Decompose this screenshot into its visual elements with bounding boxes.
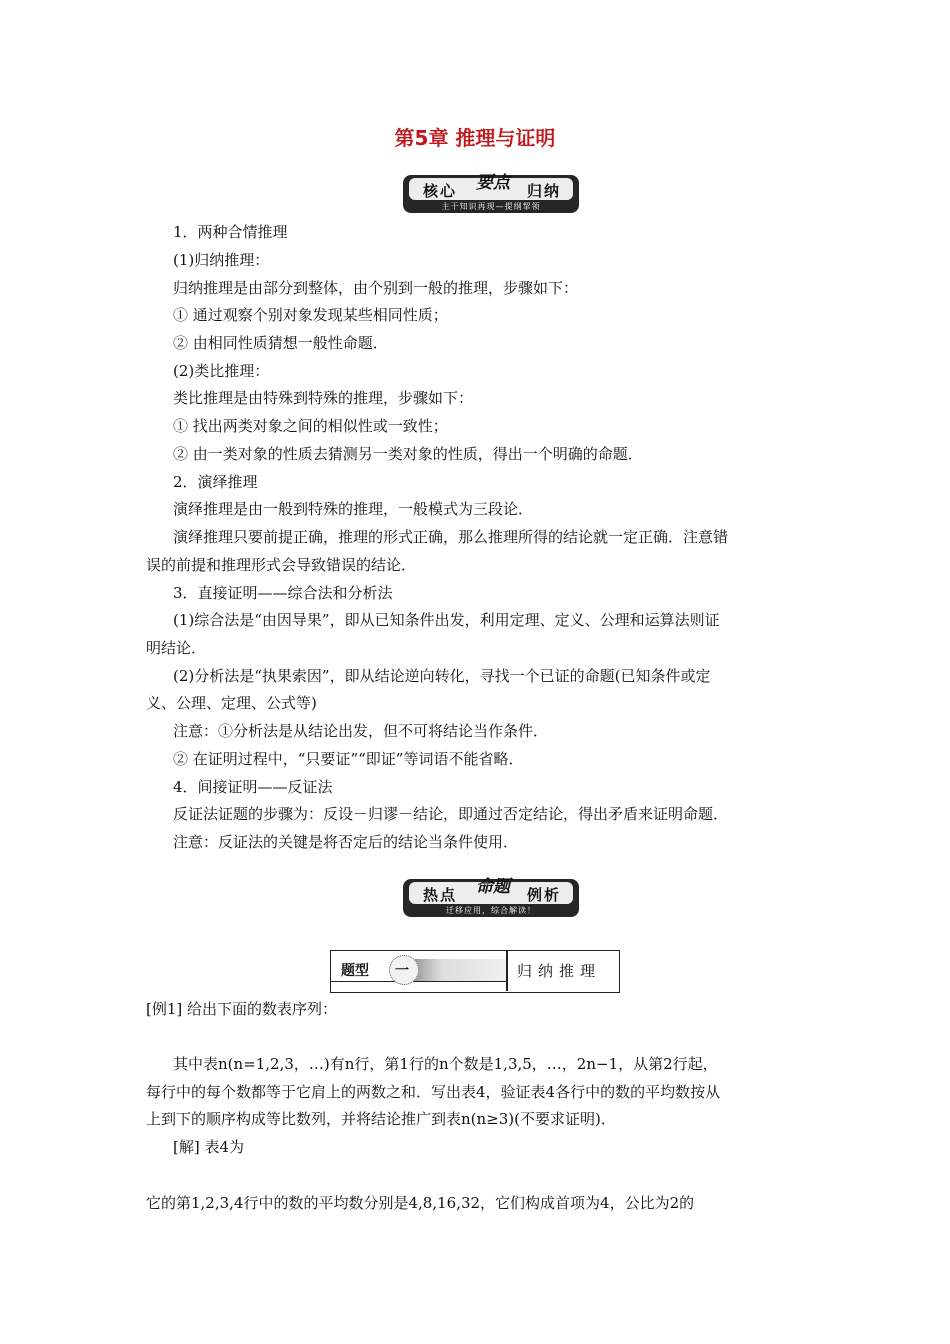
summary-line: ② 由一类对象的性质去猜测另一类对象的性质，得出一个明确的命题．	[173, 445, 643, 463]
summary-line: 注意：①分析法是从结论出发，但不可将结论当作条件．	[173, 722, 549, 740]
key-points-banner	[403, 170, 579, 214]
summary-line: (1)综合法是“由因导果”，即从已知条件出发，利用定理、定义、公理和运算法则证	[173, 611, 720, 629]
summary-line: ① 通过观察个别对象发现某些相同性质；	[173, 306, 448, 324]
summary-line: 演绎推理只要前提正确，推理的形式正确，那么推理所得的结论就一定正确．注意错	[173, 528, 729, 546]
summary-line: 4．间接证明——反证法	[173, 778, 333, 796]
summary-line: ② 在证明过程中，“只要证”“即证”等词语不能省略．	[173, 750, 524, 768]
banner-left-text: 热点	[423, 886, 458, 904]
example-line: 其中表n(n=1,2,3，…)有n行，第1行的n个数是1,3,5，…，2n−1，从第2行起，	[173, 1055, 718, 1073]
summary-line: 义、公理、定理、公式等)	[146, 694, 317, 712]
example-line: 每行中的每个数都等于它肩上的两数之和．写出表4，验证表4各行中的数的平均数按从	[146, 1083, 721, 1101]
banner-right-text: 归纳	[526, 182, 561, 200]
summary-line: 反证法证题的步骤为：反设－归谬－结论，即通过否定结论，得出矛盾来证明命题．	[173, 805, 729, 823]
type-number: 一	[395, 963, 409, 979]
banner-subtitle: 主干知识再现—提纲挈领	[441, 202, 541, 211]
type-name: 归纳推理	[517, 962, 602, 980]
banner-subtitle: 迁移应用，综合解读！	[446, 906, 536, 915]
example-line: 它的第1,2,3,4行中的数的平均数分别是4,8,16,32，它们构成首项为4，公比为2的	[146, 1194, 695, 1212]
summary-line: 归纳推理是由部分到整体，由个别到一般的推理，步骤如下：	[173, 279, 579, 297]
example-line: 上到下的顺序构成等比数列，并将结论推广到表n(n≥3)(不要求证明)．	[146, 1110, 616, 1128]
summary-line: 明结论．	[146, 639, 207, 657]
banner-mid-text: 命题	[476, 877, 510, 897]
summary-line: (1)归纳推理：	[173, 251, 270, 269]
type-label: 题型	[341, 963, 369, 979]
example-line: [例1] 给出下面的数表序列：	[146, 1000, 338, 1018]
banner-right-text: 例析	[526, 886, 561, 904]
summary-line: (2)分析法是“执果索因”，即从结论逆向转化，寻找一个已证的命题(已知条件或定	[173, 667, 711, 685]
summary-line: 3．直接证明——综合法和分析法	[173, 584, 393, 602]
banner-left-text: 核心	[423, 182, 458, 200]
summary-line: 演绎推理是由一般到特殊的推理，一般模式为三段论．	[173, 500, 534, 518]
summary-line: 2．演绎推理	[173, 473, 258, 491]
chapter-title: 第5章 推理与证明	[394, 126, 556, 150]
question-type-box	[330, 950, 620, 993]
hot-topics-banner	[403, 874, 579, 918]
example-line: [解] 表4为	[173, 1138, 245, 1156]
summary-line: (2)类比推理：	[173, 362, 270, 380]
summary-line: 误的前提和推理形式会导致错误的结论．	[146, 556, 417, 574]
summary-line: ② 由相同性质猜想一般性命题．	[173, 334, 388, 352]
banner-mid-text: 要点	[476, 173, 510, 193]
summary-line: ① 找出两类对象之间的相似性或一致性；	[173, 417, 448, 435]
summary-line: 1．两种合情推理	[173, 223, 288, 241]
summary-line: 类比推理是由特殊到特殊的推理，步骤如下：	[173, 389, 474, 407]
summary-line: 注意：反证法的关键是将否定后的结论当条件使用．	[173, 833, 519, 851]
